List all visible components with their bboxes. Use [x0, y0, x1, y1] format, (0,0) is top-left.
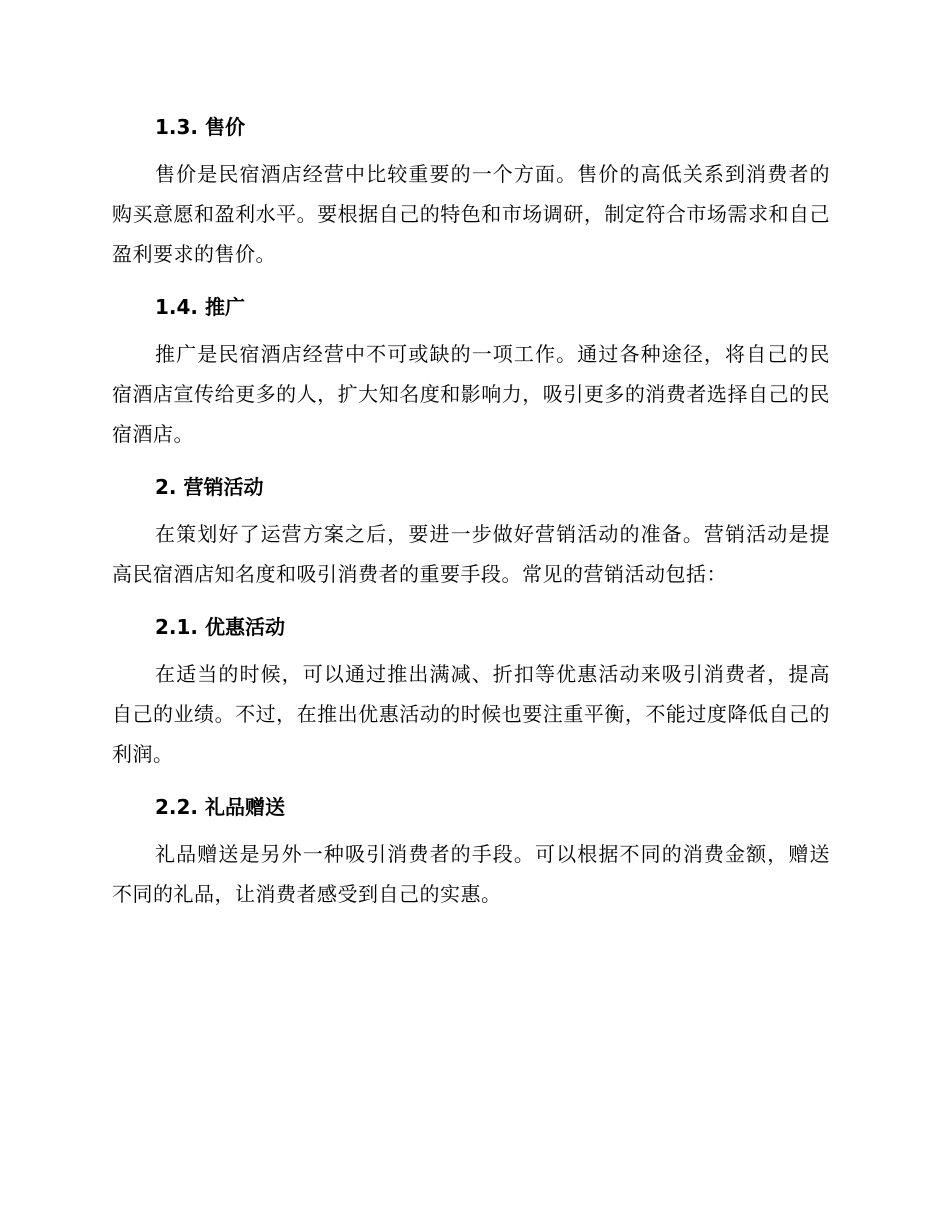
document-body	[112, 108, 830, 928]
section-paragraph-gifts: 礼品赠送是另外一种吸引消费者的手段。可以根据不同的消费金额，赠送不同的礼品，让消费者感受到自己的实惠。	[112, 842, 830, 906]
section-paragraph-discounts: 在适当的时候，可以通过推出满减、折扣等优惠活动来吸引消费者，提高自己的业绩。不过，在推出优惠活动的时候也要注重平衡，不能过度降低自己的利润。	[112, 662, 830, 766]
section-heading-marketing-activities: 2. 营销活动	[155, 475, 264, 499]
section-heading-pricing: 1.3. 售价	[155, 115, 245, 139]
section-paragraph-promotion: 推广是民宿酒店经营中不可或缺的一项工作。通过各种途径，将自己的民宿酒店宣传给更多的人，扩大知名度和影响力，吸引更多的消费者选择自己的民宿酒店。	[112, 342, 830, 446]
section-heading-discounts: 2.1. 优惠活动	[155, 615, 285, 639]
section-heading-gifts: 2.2. 礼品赠送	[155, 795, 285, 819]
section-heading-promotion: 1.4. 推广	[155, 295, 245, 319]
section-paragraph-marketing-activities: 在策划好了运营方案之后，要进一步做好营销活动的准备。营销活动是提高民宿酒店知名度和吸引消费者的重要手段。常见的营销活动包括：	[112, 522, 830, 586]
section-paragraph-pricing: 售价是民宿酒店经营中比较重要的一个方面。售价的高低关系到消费者的购买意愿和盈利水平。要根据自己的特色和市场调研，制定符合市场需求和自己盈利要求的售价。	[112, 162, 830, 266]
